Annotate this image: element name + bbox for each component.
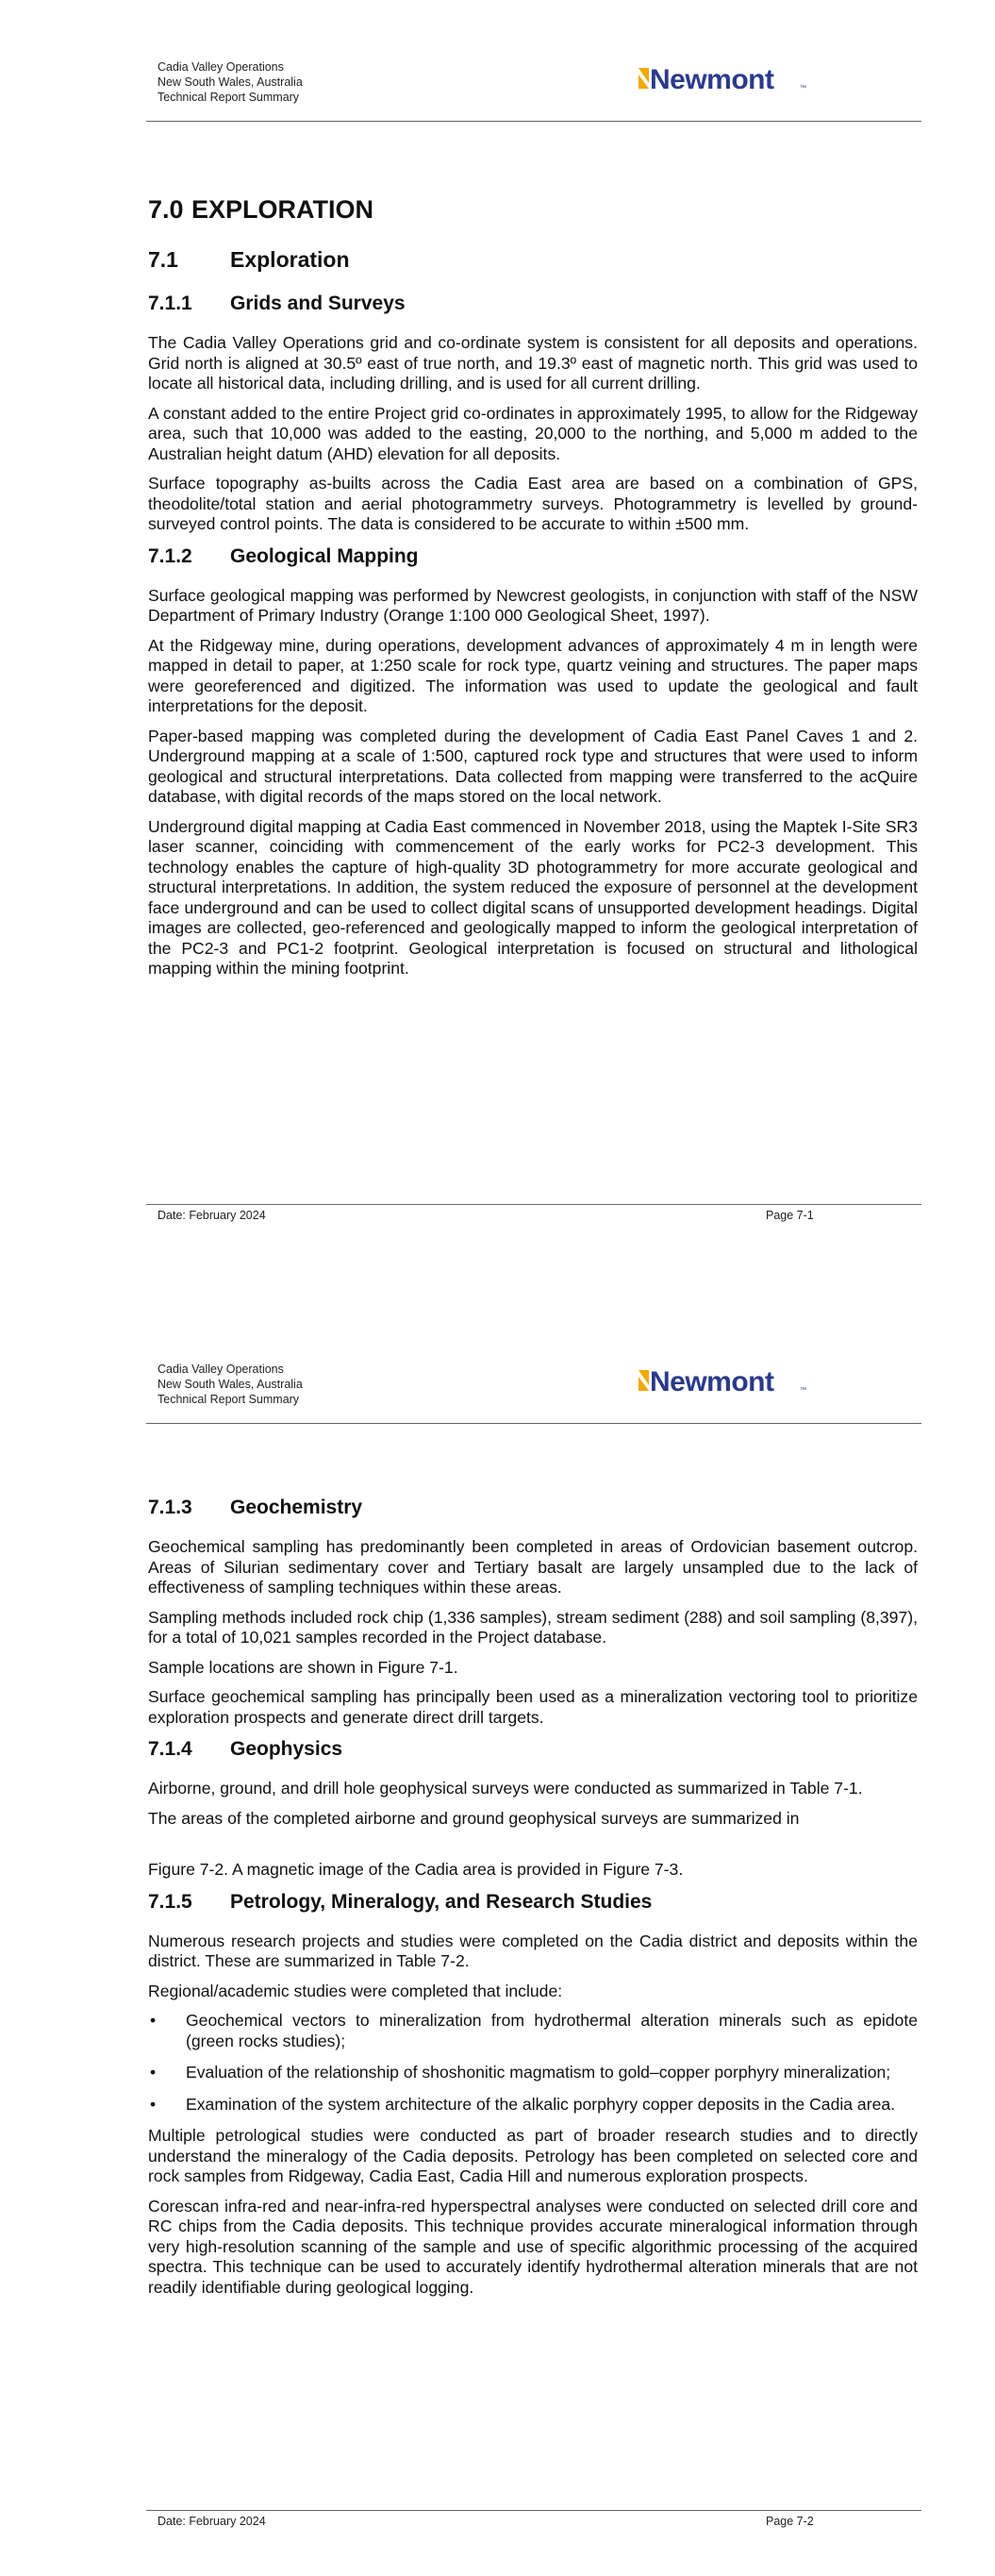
header-doc-type: Technical Report Summary [158, 91, 300, 104]
paragraph-sample-locations: Sample locations are shown in Figure 7-1. [148, 1657, 458, 1677]
paragraph-survey-areas: The areas of the completed airborne and ground geophysical surveys are summarized in [148, 1808, 800, 1828]
heading-number: 7.1.5 [148, 1890, 192, 1913]
heading-7-1-1 [148, 292, 918, 316]
heading-title: Petrology, Mineralogy, and Research Studies [230, 1890, 653, 1913]
heading-title: Geophysics [230, 1738, 343, 1760]
studies-list [148, 2011, 918, 2115]
heading-number: 7.1.2 [148, 544, 192, 567]
logo-wordmark: Newmont [650, 64, 774, 95]
report-header [158, 1362, 303, 1407]
bullet-marker: • [150, 2094, 157, 2114]
header-site: Cadia Valley Operations [158, 60, 284, 74]
subsection-number: 7.1 [148, 247, 178, 272]
heading-7-1-4 [148, 1737, 918, 1762]
heading-title: Geological Mapping [230, 544, 419, 567]
list-item [148, 2095, 918, 2116]
heading-title: Grids and Surveys [230, 293, 406, 314]
header-rule [146, 121, 921, 122]
paragraph-petrology: Multiple petrological studies were conducted as part of broader research studies and to directly understand the mineralogy of the Cadia deposits. Petrology has been completed on selected core and rock samples from Ridgeway, Cadia East, Cadia Hill and numerous exploration prospects. [148, 2126, 918, 2185]
paragraph-ridgeway-mapping: At the Ridgeway mine, during operations, development advances of approximately 4 m in length were mapped in detail to paper, at 1:250 scale for rock type, quartz veining and structures. The paper maps were georeferenced and digitized. The information was used to update the geological and fault interpretations for the deposit. [148, 635, 918, 715]
footer-rule [146, 2510, 921, 2511]
heading-7-1-5 [148, 1890, 918, 1915]
footer-page-number: Page 7-1 [766, 1209, 814, 1222]
heading-number: 7.1.1 [148, 293, 192, 314]
logo-trademark: ™ [800, 1387, 806, 1394]
page-2 [0, 1302, 995, 2576]
footer-rule [146, 1204, 921, 1205]
bullet-marker: • [150, 2063, 157, 2082]
newmont-logo [637, 60, 816, 98]
header-doc-type: Technical Report Summary [158, 1393, 300, 1406]
bullet-marker: • [150, 2011, 157, 2030]
paragraph-figure-reference: Figure 7-2. A magnetic image of the Cadia area is provided in Figure 7-3. [148, 1860, 684, 1879]
paragraph-topography: Surface topography as-builts across the Cadia East area are based on a combination of GPS, theodolite/total station and aerial photogrammetry surveys. Photogrammetry is levelled by ground-surveyed control points. The data is considered to be accurate to within ±500 mm. [148, 474, 918, 533]
paragraph-digital-mapping: Underground digital mapping at Cadia East commenced in November 2018, using the Maptek I-Site SR3 laser scanner, coinciding with commencement of the early works for PC2-3 development. This technology enables the capture of high-quality 3D photogrammetry for more accurate geological and structural interpretations. In addition, the system reduced the exposure of personnel at the development face underground and can be used to collect digital scans of unsupported development headings. Digital images are collected, geo-referenced and geologically mapped to inform the geological interpretation of the PC2-3 and PC1-2 footprint. Geological interpretation is focused on structural and lithological mapping within the mining footprint. [148, 816, 918, 978]
subsection-title: Exploration [230, 247, 350, 272]
footer-date: Date: February 2024 [158, 2515, 266, 2528]
paragraph-geochem-use: Surface geochemical sampling has principally been used as a mineralization vectoring tool to prioritize exploration prospects and generate direct drill targets. [148, 1687, 918, 1727]
paragraph-geophysics-surveys: Airborne, ground, and drill hole geophysical surveys were conducted as summarized in Table 7-1. [148, 1779, 863, 1798]
page-1-body [148, 193, 918, 989]
paragraph-grid-system: The Cadia Valley Operations grid and co-ordinate system is consistent for all deposits and operations. Grid north is aligned at 30.5º east of true north, and 19.3º east of magnetic north. This grid was used to locate all historical data, including drilling, and is used for all current drilling. [148, 333, 918, 393]
heading-number: 7.1.3 [148, 1497, 192, 1518]
section-heading-7-0 [148, 193, 918, 226]
list-item [148, 2063, 918, 2083]
section-number: 7.0 [148, 195, 184, 224]
paragraph-research-projects: Numerous research projects and studies were completed on the Cadia district and deposits within the district. These are summarized in Table 7-2. [148, 1931, 918, 1970]
paragraph-surface-mapping: Surface geological mapping was performed by Newcrest geologists, in conjunction with staff of the NSW Department of Primary Industry (Orange 1:100 000 Geological Sheet, 1997). [148, 585, 918, 625]
header-location: New South Wales, Australia [158, 1378, 303, 1391]
paragraph-geochem-sampling: Geochemical sampling has predominantly been completed in areas of Ordovician basement outcrop. Areas of Silurian sedimentary cover and Tertiary basalt are largely unsampled due to the lack of effectiveness of sampling techniques within these areas. [148, 1537, 918, 1597]
paragraph-sampling-methods: Sampling methods included rock chip (1,336 samples), stream sediment (288) and soil sampling (8,397), for a total of 10,021 samples recorded in the Project database. [148, 1607, 918, 1647]
page-2-body [148, 1496, 918, 2307]
report-header [158, 59, 303, 105]
heading-7-1-3 [148, 1496, 918, 1520]
list-item [148, 2011, 918, 2051]
newmont-logo [637, 1363, 816, 1400]
header-rule [146, 1423, 921, 1424]
logo-wordmark: Newmont [650, 1366, 774, 1397]
list-item-text: Geochemical vectors to mineralization from hydrothermal alteration minerals such as epidote (green rocks studies); [186, 2011, 918, 2050]
list-item-text: Evaluation of the relationship of shoshonitic magmatism to gold–copper porphyry mineralization; [186, 2063, 891, 2082]
footer-page-number: Page 7-2 [766, 2515, 814, 2528]
header-site: Cadia Valley Operations [158, 1363, 284, 1376]
section-title: EXPLORATION [191, 195, 374, 224]
subsection-heading-7-1 [148, 246, 918, 273]
list-item-text: Examination of the system architecture of the alkalic porphyry copper deposits in the Cadia area. [186, 2094, 896, 2114]
header-location: New South Wales, Australia [158, 75, 303, 89]
footer-date: Date: February 2024 [158, 1209, 266, 1222]
paragraph-paper-mapping: Paper-based mapping was completed during the development of Cadia East Panel Caves 1 and 2. Underground mapping at a scale of 1:500, captured rock type and structures that were used to inform geological and structural interpretations. Data collected from mapping were transferred to the acQuire database, with digital records of the maps stored on the local network. [148, 726, 918, 806]
heading-number: 7.1.4 [148, 1738, 192, 1760]
paragraph-regional-studies: Regional/academic studies were completed that include: [148, 1981, 563, 2000]
heading-title: Geochemistry [230, 1497, 363, 1518]
paragraph-corescan: Corescan infra-red and near-infra-red hyperspectral analyses were conducted on selected drill core and RC chips from the Cadia deposits. This technique provides accurate mineralogical information through very high-resolution scanning of the sample and use of specific algorithmic processing of the acquired spectra. This technique can be used to accurately identify hydrothermal alteration minerals that are not readily identifiable during geological logging. [148, 2196, 918, 2297]
paragraph-grid-constant: A constant added to the entire Project grid co-ordinates in approximately 1995, to allow for the Ridgeway area, such that 10,000 was added to the easting, 20,000 to the northing, and 5,000 m added to the Australian height datum (AHD) elevation for all deposits. [148, 403, 918, 463]
logo-trademark: ™ [800, 85, 806, 92]
heading-7-1-2 [148, 544, 918, 569]
